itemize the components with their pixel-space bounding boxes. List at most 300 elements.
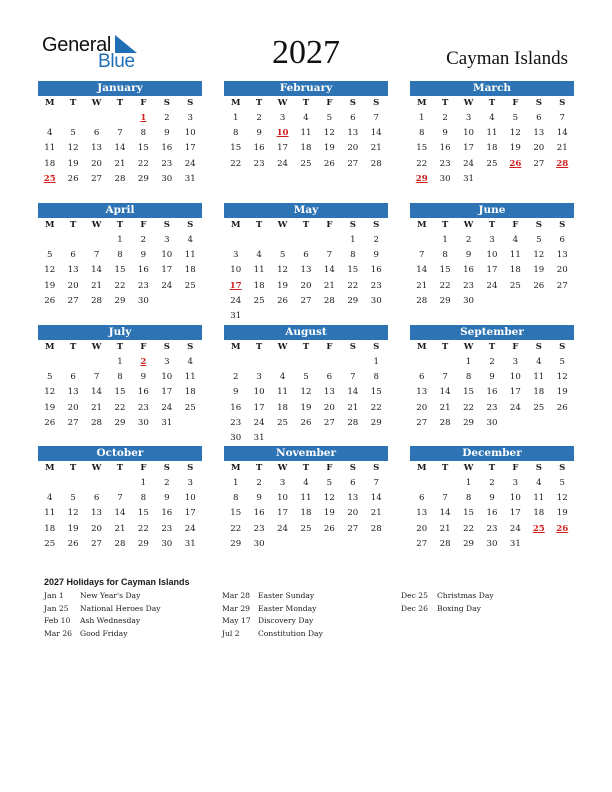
day-cell: 28	[439, 417, 451, 428]
day-cell: 10	[277, 493, 289, 504]
day-cell: 2	[164, 113, 170, 123]
day-cell: 7	[442, 372, 448, 383]
day-cell: 5	[512, 113, 519, 123]
weekday-label: F	[140, 220, 147, 230]
day-cell: 13	[91, 143, 103, 154]
month-header: July	[38, 325, 202, 340]
day-cell: 6	[418, 493, 425, 504]
day-cell: 20	[67, 280, 79, 291]
week-row	[410, 355, 574, 370]
day-cell: 1	[232, 478, 239, 488]
week-row	[38, 370, 202, 385]
empty-day-cell	[551, 537, 574, 552]
day-cell: 1	[117, 357, 123, 367]
day-cell: 1	[232, 113, 239, 123]
weekday-label: F	[140, 463, 147, 473]
day-cell: 4	[303, 478, 309, 488]
month-header: February	[224, 81, 388, 96]
holiday-date: Jul 2	[222, 628, 240, 638]
day-cell: 19	[509, 143, 521, 154]
day-cell: 17	[277, 143, 289, 154]
week-row	[410, 279, 574, 294]
empty-day-cell	[480, 172, 503, 187]
day-cell: 22	[114, 280, 126, 291]
holiday-day-cell: 25	[43, 173, 56, 184]
day-cell: 17	[184, 143, 196, 154]
day-cell: 28	[416, 295, 428, 306]
day-cell: 14	[370, 493, 382, 504]
day-cell: 26	[533, 280, 545, 291]
weekday-label: M	[416, 220, 427, 230]
day-cell: 17	[509, 387, 521, 398]
empty-day-cell	[271, 537, 294, 552]
day-cell: 2	[164, 478, 170, 488]
empty-day-cell	[410, 476, 433, 491]
empty-day-cell	[527, 172, 550, 187]
day-cell: 12	[300, 387, 312, 398]
day-cell: 23	[463, 280, 475, 291]
weekday-label: F	[140, 342, 147, 352]
day-cell: 7	[442, 493, 448, 504]
day-cell: 27	[300, 295, 312, 306]
day-cell: 26	[44, 295, 56, 306]
weekday-label: T	[441, 463, 449, 473]
week-row	[410, 476, 574, 491]
day-cell: 2	[442, 113, 448, 123]
day-cell: 6	[93, 128, 100, 139]
holiday-entry	[401, 590, 494, 603]
weekday-label: T	[441, 220, 449, 230]
week-row	[224, 141, 388, 156]
day-cell: 14	[347, 387, 359, 398]
weekday-label: M	[44, 98, 55, 108]
day-cell: 26	[323, 158, 335, 169]
empty-day-cell	[527, 416, 550, 431]
weekday-label: M	[44, 463, 55, 473]
week-row	[224, 385, 388, 400]
weekday-header-row	[410, 218, 574, 233]
empty-day-cell	[318, 431, 341, 446]
day-cell: 16	[161, 508, 173, 519]
month-header: April	[38, 203, 202, 218]
day-cell: 24	[509, 402, 521, 413]
day-cell: 22	[439, 280, 451, 291]
day-cell: 14	[556, 128, 568, 139]
empty-day-cell	[85, 233, 108, 248]
weekday-label: S	[535, 220, 542, 230]
day-cell: 25	[486, 158, 498, 169]
week-row	[410, 263, 574, 278]
weekday-label: F	[326, 220, 333, 230]
day-cell: 12	[277, 265, 289, 276]
day-cell: 5	[70, 493, 76, 504]
weekday-label: S	[373, 342, 380, 352]
day-cell: 23	[370, 280, 382, 291]
day-cell: 11	[44, 143, 56, 154]
day-cell: 12	[323, 493, 335, 504]
week-row	[38, 126, 202, 141]
month-header: March	[410, 81, 574, 96]
day-cell: 3	[465, 113, 472, 123]
weekday-label: S	[559, 220, 566, 230]
day-cell: 6	[303, 250, 309, 261]
weekday-label: S	[559, 342, 566, 352]
day-cell: 23	[486, 402, 498, 413]
week-row	[410, 141, 574, 156]
day-cell: 3	[279, 113, 286, 123]
day-cell: 28	[370, 523, 382, 534]
week-row	[410, 370, 574, 385]
empty-day-cell	[155, 294, 178, 309]
month-header: May	[224, 203, 388, 218]
day-cell: 4	[187, 235, 193, 245]
day-cell: 16	[137, 265, 149, 276]
empty-day-cell	[108, 476, 131, 491]
empty-day-cell	[504, 172, 527, 187]
day-cell: 9	[489, 372, 495, 383]
empty-day-cell	[179, 294, 202, 309]
day-cell: 15	[370, 387, 382, 398]
day-cell: 11	[533, 493, 545, 504]
day-cell: 20	[323, 402, 335, 413]
day-cell: 6	[350, 113, 356, 123]
day-cell: 24	[161, 402, 173, 413]
week-row	[38, 491, 202, 506]
weekday-label: T	[69, 98, 77, 108]
day-cell: 17	[253, 402, 265, 413]
day-cell: 30	[137, 295, 149, 306]
day-cell: 11	[509, 250, 521, 261]
logo-word-general: General	[42, 34, 112, 56]
weekday-label: M	[416, 342, 427, 352]
weekday-header-row	[224, 96, 388, 111]
day-cell: 22	[230, 158, 242, 169]
weekday-label: W	[463, 342, 474, 352]
weekday-label: T	[302, 98, 310, 108]
empty-day-cell	[224, 233, 247, 248]
day-cell: 11	[253, 265, 265, 276]
day-cell: 11	[300, 493, 312, 504]
day-cell: 2	[489, 357, 495, 367]
day-cell: 3	[187, 113, 193, 123]
empty-day-cell	[551, 172, 574, 187]
day-cell: 5	[559, 478, 565, 488]
week-row	[38, 263, 202, 278]
day-cell: 2	[256, 113, 262, 123]
empty-day-cell	[271, 233, 294, 248]
day-cell: 28	[91, 295, 103, 306]
week-row	[224, 537, 388, 552]
day-cell: 13	[300, 265, 312, 276]
day-cell: 2	[256, 478, 262, 488]
day-cell: 19	[323, 508, 335, 519]
weekday-label: S	[163, 342, 170, 352]
logo-word-blue: Blue	[98, 51, 135, 72]
day-cell: 14	[439, 387, 451, 398]
month-september	[410, 325, 574, 431]
day-cell: 26	[300, 417, 312, 428]
day-cell: 17	[184, 508, 196, 519]
weekday-label: M	[44, 220, 55, 230]
week-row	[410, 172, 574, 187]
day-cell: 22	[137, 158, 149, 169]
day-cell: 31	[463, 173, 475, 184]
day-cell: 18	[184, 387, 196, 398]
day-cell: 29	[439, 295, 451, 306]
weekday-label: T	[69, 463, 77, 473]
day-cell: 30	[463, 295, 475, 306]
weekday-label: T	[441, 98, 449, 108]
holiday-name: Christmas Day	[437, 591, 494, 600]
weekday-header-row	[38, 461, 202, 476]
day-cell: 10	[509, 372, 521, 383]
day-cell: 16	[439, 143, 451, 154]
day-cell: 11	[184, 250, 196, 261]
day-cell: 5	[559, 357, 565, 367]
weekday-label: W	[91, 220, 102, 230]
day-cell: 17	[161, 387, 173, 398]
day-cell: 29	[370, 417, 382, 428]
day-cell: 3	[256, 372, 262, 383]
day-cell: 4	[46, 493, 53, 504]
weekday-label: F	[512, 463, 519, 473]
day-cell: 15	[230, 143, 242, 154]
day-cell: 23	[253, 158, 265, 169]
weekday-label: T	[116, 98, 124, 108]
holiday-day-cell: 17	[229, 280, 242, 291]
empty-day-cell	[410, 233, 433, 248]
week-row	[38, 141, 202, 156]
week-row	[224, 431, 388, 446]
weekday-label: F	[512, 220, 519, 230]
weekday-label: W	[91, 98, 102, 108]
day-cell: 21	[370, 143, 382, 154]
weekday-label: S	[349, 220, 356, 230]
weekday-label: W	[463, 98, 474, 108]
day-cell: 10	[184, 128, 196, 139]
day-cell: 22	[114, 402, 126, 413]
day-cell: 8	[465, 372, 472, 383]
day-cell: 16	[370, 265, 382, 276]
day-cell: 3	[232, 250, 239, 261]
empty-day-cell	[294, 537, 317, 552]
day-cell: 6	[418, 372, 425, 383]
weekday-label: S	[349, 463, 356, 473]
day-cell: 18	[184, 265, 196, 276]
day-cell: 19	[556, 508, 568, 519]
holiday-date: Dec 25	[401, 591, 428, 600]
day-cell: 18	[300, 508, 312, 519]
day-cell: 9	[465, 250, 472, 261]
day-cell: 25	[253, 295, 265, 306]
day-cell: 18	[300, 143, 312, 154]
holiday-name: National Heroes Day	[80, 603, 161, 613]
weekday-label: T	[302, 342, 310, 352]
empty-day-cell	[38, 233, 61, 248]
day-cell: 10	[463, 128, 475, 139]
day-cell: 15	[463, 508, 475, 519]
day-cell: 14	[370, 128, 382, 139]
weekday-header-row	[224, 218, 388, 233]
week-row	[224, 309, 388, 324]
day-cell: 4	[489, 113, 495, 123]
week-row	[224, 248, 388, 263]
day-cell: 22	[347, 280, 359, 291]
empty-day-cell	[318, 233, 341, 248]
day-cell: 26	[277, 295, 289, 306]
week-row	[38, 506, 202, 521]
day-cell: 24	[509, 523, 521, 534]
day-cell: 25	[509, 280, 521, 291]
weekday-label: S	[535, 463, 542, 473]
day-cell: 31	[253, 432, 265, 443]
day-cell: 27	[416, 417, 428, 428]
empty-day-cell	[318, 355, 341, 370]
weekday-label: S	[349, 342, 356, 352]
weekday-header-row	[224, 461, 388, 476]
empty-day-cell	[108, 111, 131, 126]
day-cell: 9	[140, 372, 147, 383]
day-cell: 16	[486, 387, 498, 398]
day-cell: 27	[533, 158, 545, 169]
day-cell: 4	[303, 113, 309, 123]
weekday-label: M	[44, 342, 55, 352]
weekday-label: S	[187, 220, 194, 230]
day-cell: 4	[279, 372, 286, 383]
month-header: August	[224, 325, 388, 340]
week-row	[38, 157, 202, 172]
day-cell: 9	[232, 387, 239, 398]
empty-day-cell	[365, 431, 388, 446]
empty-day-cell	[433, 476, 456, 491]
day-cell: 28	[114, 538, 126, 549]
day-cell: 14	[439, 508, 451, 519]
weekday-label: T	[255, 463, 263, 473]
day-cell: 18	[44, 523, 56, 534]
day-cell: 5	[326, 478, 333, 488]
holiday-entry	[222, 628, 323, 641]
day-cell: 7	[350, 372, 356, 383]
empty-day-cell	[247, 309, 270, 324]
day-cell: 15	[137, 143, 149, 154]
day-cell: 25	[44, 538, 56, 549]
empty-day-cell	[85, 355, 108, 370]
week-row	[38, 248, 202, 263]
day-cell: 3	[512, 357, 519, 367]
day-cell: 9	[164, 128, 170, 139]
holiday-entry	[222, 590, 323, 603]
day-cell: 7	[326, 250, 333, 261]
holiday-name: Good Friday	[80, 628, 128, 638]
day-cell: 15	[230, 508, 242, 519]
day-cell: 21	[556, 143, 568, 154]
day-cell: 29	[137, 538, 149, 549]
day-cell: 2	[489, 478, 495, 488]
day-cell: 7	[418, 250, 425, 261]
month-july	[38, 325, 202, 431]
weekday-label: T	[302, 463, 310, 473]
weekday-label: F	[326, 98, 333, 108]
month-header: January	[38, 81, 202, 96]
empty-day-cell	[527, 294, 550, 309]
country-title: Cayman Islands	[446, 48, 568, 69]
weekday-label: T	[116, 220, 124, 230]
weekday-label: W	[277, 220, 288, 230]
weekday-label: T	[116, 463, 124, 473]
month-november	[224, 446, 388, 552]
weekday-label: F	[326, 342, 333, 352]
day-cell: 15	[114, 265, 126, 276]
holiday-day-cell: 29	[415, 173, 428, 184]
day-cell: 13	[533, 128, 545, 139]
week-row	[38, 172, 202, 187]
day-cell: 16	[253, 143, 265, 154]
day-cell: 7	[117, 128, 123, 139]
day-cell: 3	[489, 235, 495, 245]
day-cell: 8	[465, 493, 472, 504]
day-cell: 31	[184, 538, 196, 549]
day-cell: 9	[442, 128, 448, 139]
day-cell: 11	[533, 372, 545, 383]
empty-day-cell	[504, 294, 527, 309]
week-row	[224, 126, 388, 141]
day-cell: 22	[463, 523, 475, 534]
empty-day-cell	[341, 355, 364, 370]
week-row	[224, 233, 388, 248]
day-cell: 7	[117, 493, 123, 504]
empty-day-cell	[433, 355, 456, 370]
day-cell: 12	[323, 128, 335, 139]
weekday-label: T	[488, 463, 496, 473]
day-cell: 20	[416, 402, 428, 413]
day-cell: 9	[373, 250, 379, 261]
day-cell: 7	[93, 250, 100, 261]
weekday-label: S	[163, 98, 170, 108]
holiday-date: Mar 29	[222, 603, 251, 613]
day-cell: 11	[300, 128, 312, 139]
month-december	[410, 446, 574, 552]
week-row	[224, 294, 388, 309]
day-cell: 23	[486, 523, 498, 534]
day-cell: 2	[373, 235, 379, 245]
month-may	[224, 203, 388, 324]
weekday-label: M	[230, 220, 241, 230]
day-cell: 19	[556, 387, 568, 398]
empty-day-cell	[271, 431, 294, 446]
weekday-label: W	[277, 463, 288, 473]
day-cell: 28	[114, 173, 126, 184]
day-cell: 22	[230, 523, 242, 534]
day-cell: 8	[140, 128, 147, 139]
empty-day-cell	[294, 431, 317, 446]
day-cell: 26	[67, 538, 79, 549]
day-cell: 4	[536, 357, 542, 367]
day-cell: 20	[556, 265, 568, 276]
day-cell: 10	[486, 250, 498, 261]
day-cell: 23	[161, 523, 173, 534]
holiday-name: Ash Wednesday	[80, 616, 141, 625]
day-cell: 24	[161, 280, 173, 291]
weekday-label: S	[535, 98, 542, 108]
week-row	[410, 248, 574, 263]
month-august	[224, 325, 388, 446]
day-cell: 9	[256, 493, 262, 504]
weekday-label: M	[230, 342, 241, 352]
day-cell: 20	[67, 402, 79, 413]
empty-day-cell	[294, 355, 317, 370]
holiday-day-cell: 25	[532, 523, 545, 534]
weekday-label: W	[463, 220, 474, 230]
